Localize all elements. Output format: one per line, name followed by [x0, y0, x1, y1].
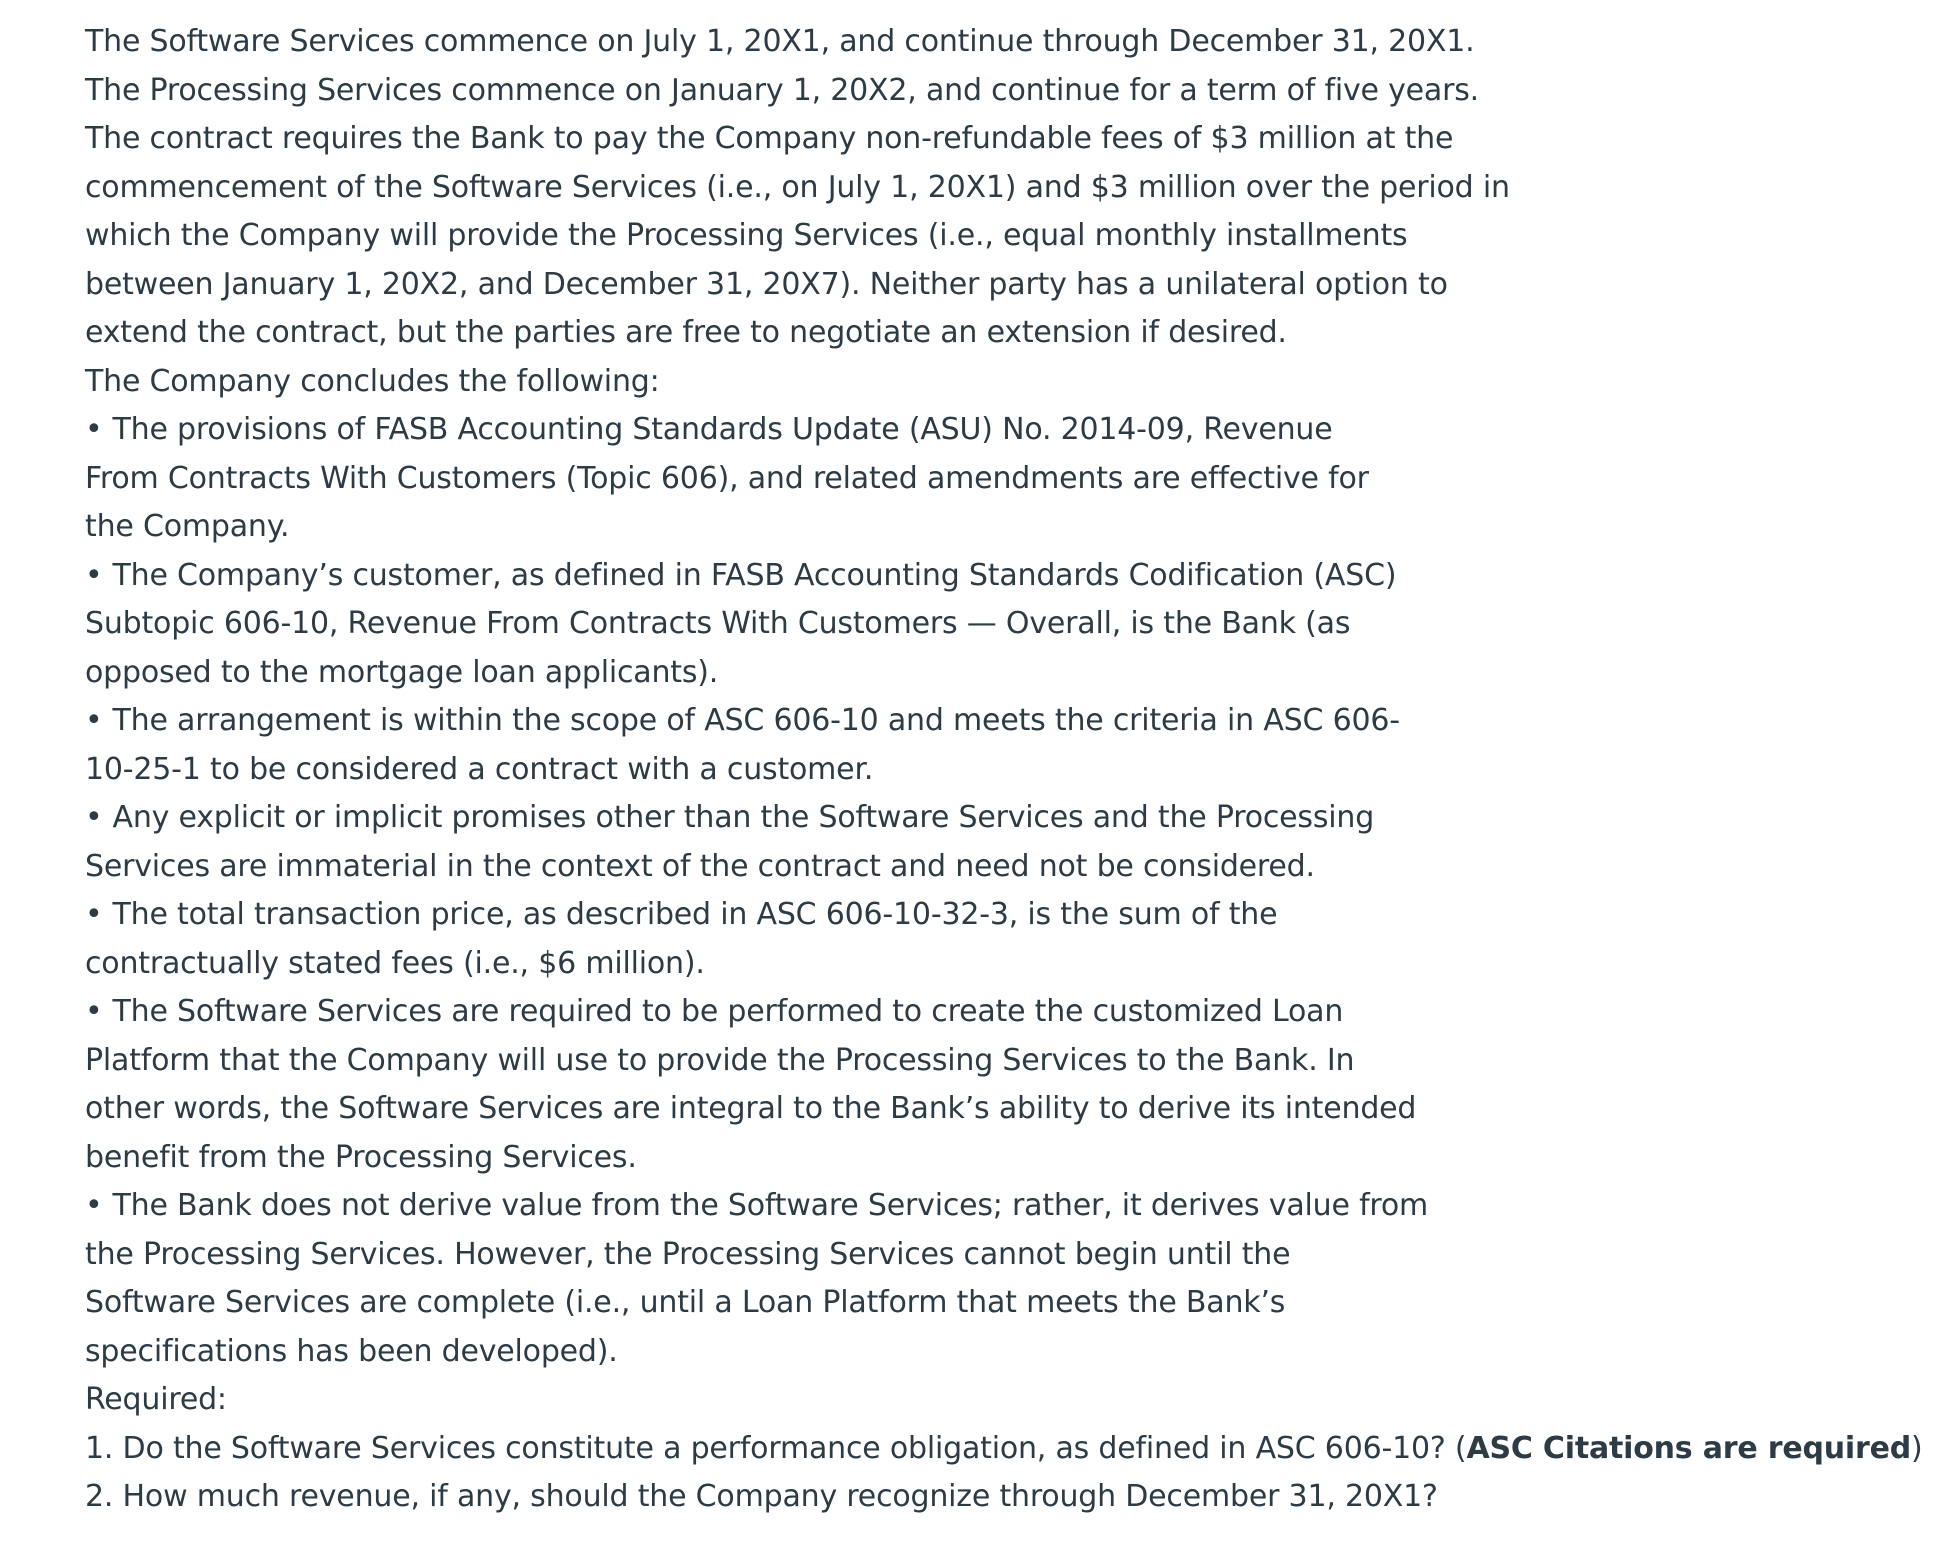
intro-line: extend the contract, but the parties are free to negotiate an extension if desired.: [85, 315, 1287, 350]
bullet-item: [85, 794, 1915, 843]
bullet-continuation: Platform that the Company will use to provide the Processing Services to the Bank. In: [85, 1042, 1355, 1078]
bullet-dot: •: [85, 557, 103, 593]
required-heading: Required:: [85, 1382, 227, 1417]
conclusions-heading: The Company concludes the following:: [85, 363, 660, 399]
intro-line: which the Company will provide the Processing Services (i.e., equal monthly installments: [85, 218, 1408, 253]
citation-note: ASC Citations are required: [1466, 1430, 1912, 1466]
question-2: 2. How much revenue, if any, should the Company recognize through December 31, 20X1?: [85, 1479, 1438, 1514]
bullet-dot: •: [85, 994, 103, 1029]
bullet-continuation: contractually stated fees (i.e., $6 million).: [85, 945, 705, 981]
bullet-dot: •: [85, 412, 103, 447]
question-1-close: ): [1911, 1430, 1923, 1466]
bullet-dot: •: [85, 703, 103, 738]
bullet-continuation: opposed to the mortgage loan applicants).: [85, 654, 719, 690]
intro-line: The contract requires the Bank to pay the Company non-refundable fees of $3 million at the: [85, 121, 1454, 156]
bullet-continuation: Subtopic 606-10, Revenue From Contracts With Customers — Overall, is the Bank (as: [85, 606, 1351, 641]
intro-line: The Processing Services commence on January 1, 20X2, and continue for a term of five years.: [85, 72, 1480, 108]
bullet-continuation: the Processing Services. However, the Processing Services cannot begin until the: [85, 1236, 1291, 1272]
bullet-continuation: 10-25-1 to be considered a contract with a customer.: [85, 751, 874, 787]
bullet-dot: •: [85, 800, 103, 835]
bullet-continuation: the Company.: [85, 509, 290, 544]
bullet-item: [85, 697, 1915, 746]
bullet-text: The total transaction price, as described in ASC 606-10-32-3, is the sum of the: [112, 897, 1278, 932]
bullet-text: The arrangement is within the scope of ASC 606-10 and meets the criteria in ASC 606-: [112, 703, 1400, 738]
bullet-item: [85, 891, 1915, 940]
bullet-continuation: Software Services are complete (i.e., until a Loan Platform that meets the Bank’s: [85, 1285, 1286, 1320]
bullet-continuation: From Contracts With Customers (Topic 606), and related amendments are effective for: [85, 460, 1369, 496]
bullet-continuation: Services are immaterial in the context of the contract and need not be considered.: [85, 848, 1315, 884]
bullet-text: Any explicit or implicit promises other than the Software Services and the Processing: [112, 800, 1375, 835]
bullet-text: The Software Services are required to be performed to create the customized Loan: [112, 994, 1344, 1029]
bullet-text: The Bank does not derive value from the Software Services; rather, it derives value from: [112, 1188, 1429, 1223]
intro-line: between January 1, 20X2, and December 31, 20X7). Neither party has a unilateral option to: [85, 266, 1448, 302]
bullet-text: The Company’s customer, as defined in FASB Accounting Standards Codification (ASC): [112, 557, 1397, 593]
bullet-continuation: benefit from the Processing Services.: [85, 1139, 637, 1175]
bullet-item: [85, 552, 1915, 601]
bullet-item: [85, 1182, 1915, 1231]
bullet-item: [85, 406, 1915, 455]
bullet-continuation: other words, the Software Services are integral to the Bank’s ability to derive its intended: [85, 1091, 1417, 1126]
bullet-dot: •: [85, 1188, 103, 1223]
bullet-item: [85, 988, 1915, 1037]
question-1-text: 1. Do the Software Services constitute a performance obligation, as defined in ASC 606-10? (: [85, 1430, 1467, 1466]
intro-line: commencement of the Software Services (i.e., on July 1, 20X1) and $3 million over the period in: [85, 169, 1510, 205]
document-body: [85, 18, 1923, 1522]
question-1: [85, 1425, 1923, 1474]
bullet-continuation: specifications has been developed).: [85, 1333, 618, 1369]
bullet-dot: •: [85, 897, 103, 932]
bullet-text: The provisions of FASB Accounting Standards Update (ASU) No. 2014-09, Revenue: [112, 412, 1333, 447]
intro-line: The Software Services commence on July 1, 20X1, and continue through December 31, 20X1.: [85, 24, 1475, 59]
